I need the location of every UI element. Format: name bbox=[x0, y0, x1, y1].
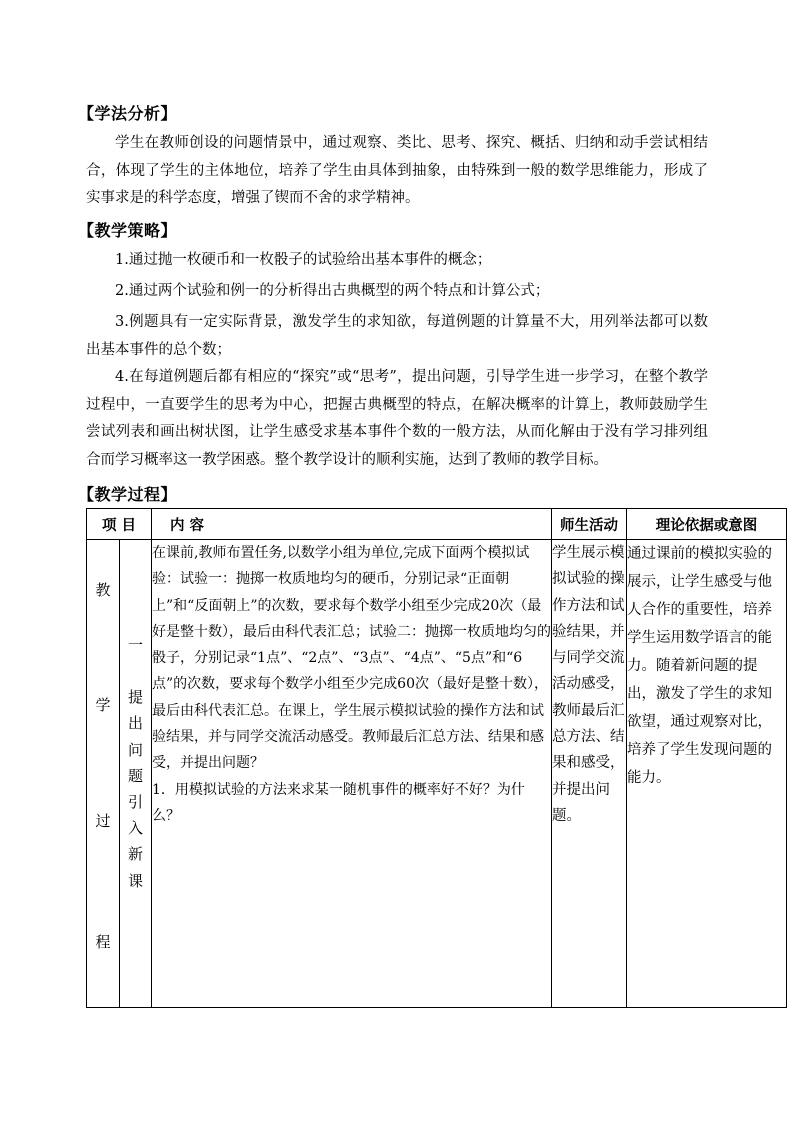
content-text: 在课前,教师布置任务,以数学小组为单位,完成下面两个模拟试验：试验一：抛掷一枚质地均匀的硬币，分别记录“正面朝上”和“反面朝上”的次数，要求每个数学小组至少完成20次（最好是整十数），最后由科代表汇总；试验二：抛掷一枚质地均匀的骰子，分别记录“1点”、“2点”、“3点”、“4点”、“5点”和“6点”的次数，要求每个数学小组至少完成60次（最好是整十数），最后由科代表汇总。在课上，学生展示模拟试验的操作方法和试验结果，并与同学交流活动感受。教师最后汇总方法、结果和感受，并提出问题？ bbox=[152, 545, 551, 772]
header-content: 内 容 bbox=[152, 509, 552, 540]
method-paragraph: 学生在教师创设的问题情景中，通过观察、类比、思考、探究、概括、归纳和动手尝试相结合，体现了学生的主体地位，培养了学生由具体到抽象，由特殊到一般的数学思维能力，形成了实事求是的科学态度，增强了锲而不舍的求学精神。 bbox=[86, 135, 708, 206]
item-cell bbox=[87, 540, 152, 1008]
content-cell bbox=[152, 540, 552, 1008]
header-item: 项 目 bbox=[87, 509, 152, 540]
stage-char: 程 bbox=[95, 933, 111, 951]
step-char: 课 bbox=[127, 871, 143, 890]
step-char: 问 bbox=[127, 740, 143, 759]
step-char: 出 bbox=[127, 714, 143, 733]
content-question: 1．用模拟试验的方法来求某一随机事件的概率好不好？为什么？ bbox=[152, 781, 525, 824]
table-header-row bbox=[87, 509, 787, 540]
strategy-item-2: 2.通过两个试验和例一的分析得出古典概型的两个特点和计算公式； bbox=[115, 283, 550, 299]
stage-char: 学 bbox=[95, 696, 111, 714]
theory-cell: 通过课前的模拟实验的展示，让学生感受与他人合作的重要性，培养学生运用数学语言的能力。随着新问题的提出，激发了学生的求知欲望，通过观察对比，培养了学生发现问题的能力。 bbox=[627, 540, 787, 1008]
activity-cell: 学生展示模拟试验的操作方法和试验结果，并与同学交流活动感受，教师最后汇总方法、结果和感受，并提出问题。 bbox=[552, 540, 627, 1008]
header-activity: 师生活动 bbox=[552, 509, 627, 540]
stage-char: 过 bbox=[95, 812, 111, 830]
step-char: 引 bbox=[127, 793, 143, 812]
section-title-process: 【教学过程】 bbox=[78, 485, 178, 504]
step-char: 题 bbox=[127, 766, 143, 785]
header-theory: 理论依据或意图 bbox=[627, 509, 787, 540]
strategy-item-4: 4.在每道例题后都有相应的“探究”或“思考”，提出问题，引导学生进一步学习，在整个教学过程中，一直要学生的思考为中心，把握古典概型的特点，在解决概率的计算上，教师鼓励学生尝试列表和画出树状图，让学生感受求基本事件个数的一般方法，从而化解由于没有学习排列组合而学习概率这一教学困惑。整个教学设计的顺利实施，达到了教师的教学目标。 bbox=[86, 369, 708, 468]
section-title-strategy: 【教学策略】 bbox=[78, 221, 178, 240]
stage-char: 教 bbox=[95, 581, 111, 599]
step-column bbox=[120, 540, 151, 1007]
stage-column bbox=[87, 540, 120, 1007]
table-row bbox=[87, 540, 787, 1008]
teaching-process-table bbox=[86, 508, 787, 1008]
step-char: 一 bbox=[127, 636, 143, 654]
strategy-item-1: 1.通过抛一枚硬币和一枚骰子的试验给出基本事件的概念； bbox=[115, 252, 492, 268]
section-title-method: 【学法分析】 bbox=[78, 104, 178, 123]
step-char: 提 bbox=[127, 688, 143, 707]
strategy-item-3: 3.例题具有一定实际背景，激发学生的求知欲，每道例题的计算量不大，用列举法都可以数出基本事件的总个数； bbox=[86, 314, 708, 358]
step-char: 入 bbox=[127, 819, 143, 838]
step-char: 新 bbox=[127, 845, 143, 864]
